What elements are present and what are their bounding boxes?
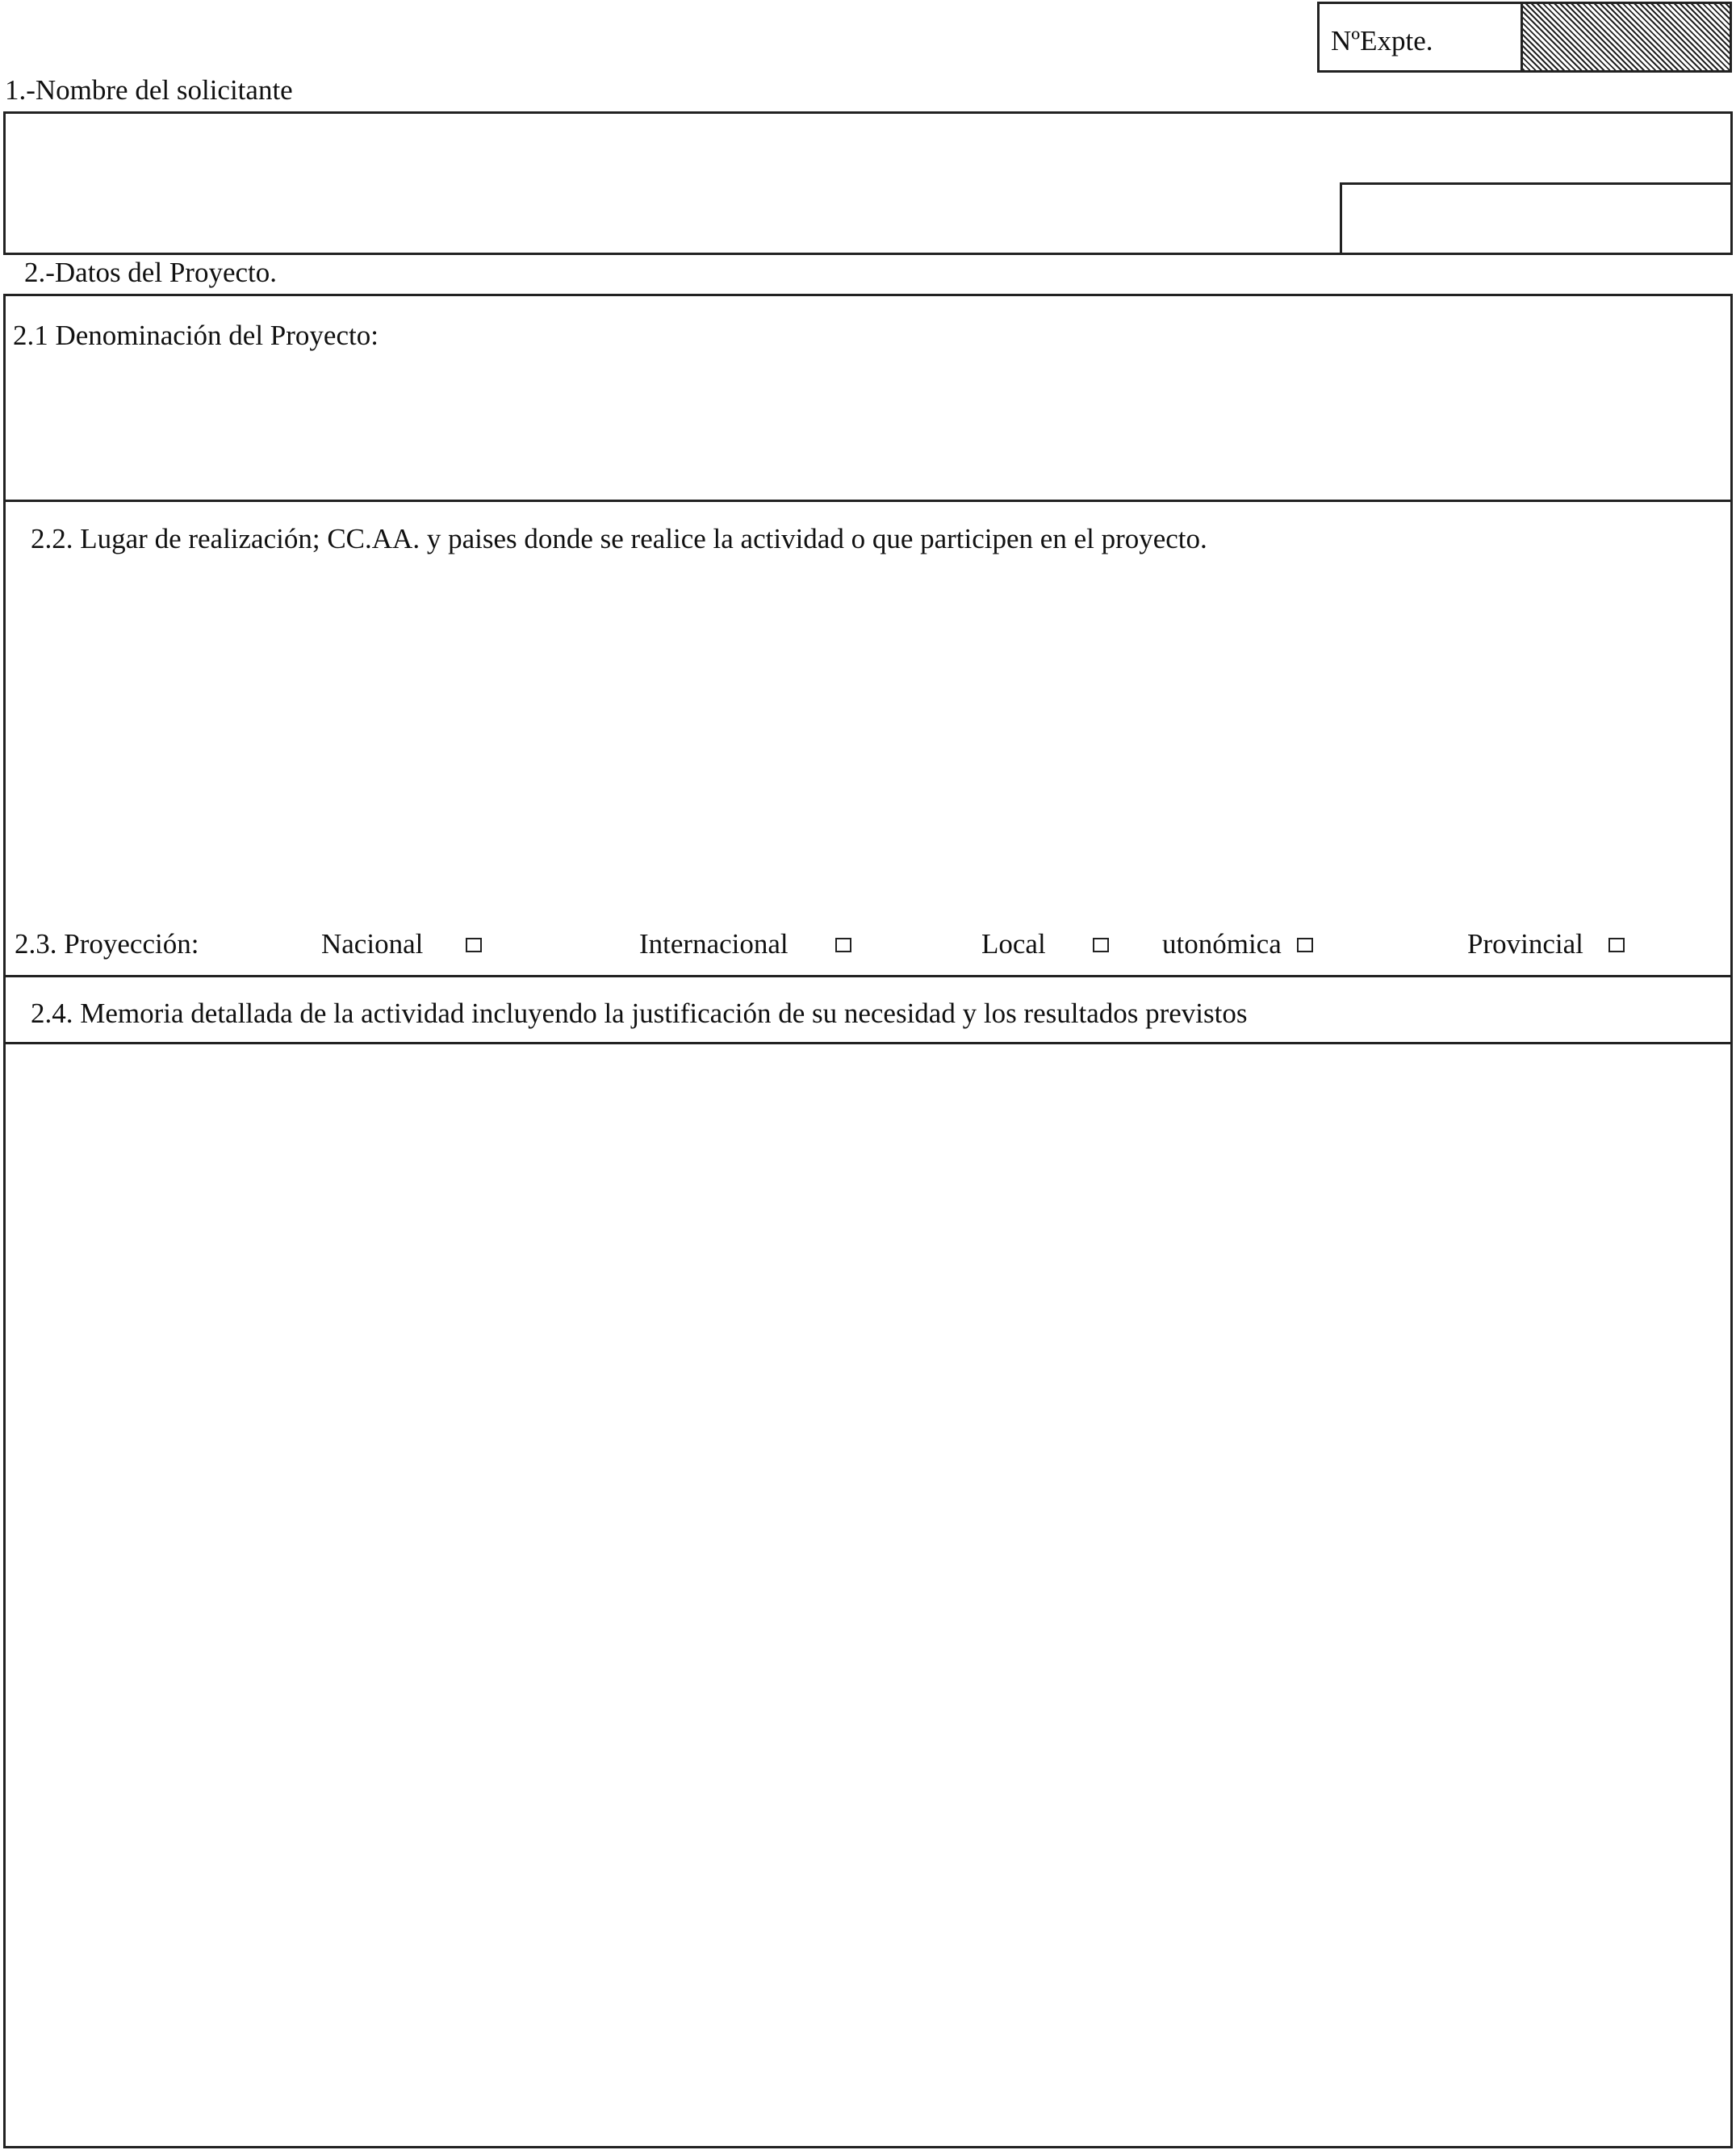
lugar-field[interactable] xyxy=(6,565,1730,920)
option-autonomica[interactable] xyxy=(1162,928,1313,960)
lugar-label: 2.2. Lugar de realización; CC.AA. y paises donde se realice la actividad o que participen en el proyecto. xyxy=(31,523,1207,554)
memoria-label: 2.4. Memoria detallada de la actividad incluyendo la justificación de su necesidad y los resultados previstos xyxy=(31,998,1248,1029)
autonomica-checkbox[interactable] xyxy=(1297,938,1313,952)
divider-2-3 xyxy=(6,975,1730,977)
memoria-field[interactable] xyxy=(6,1043,1730,2145)
divider-2-1 xyxy=(6,500,1730,502)
option-provincial-label: Provincial xyxy=(1467,928,1583,960)
proyeccion-label: 2.3. Proyección: xyxy=(15,928,199,960)
local-checkbox[interactable] xyxy=(1093,938,1109,952)
internacional-checkbox[interactable] xyxy=(835,938,851,952)
option-internacional[interactable] xyxy=(639,928,851,960)
provincial-checkbox[interactable] xyxy=(1608,938,1625,952)
expediente-value-field[interactable] xyxy=(1523,4,1730,70)
datos-proyecto-heading: 2.-Datos del Proyecto. xyxy=(24,257,277,288)
option-internacional-label: Internacional xyxy=(639,928,789,960)
proyeccion-row xyxy=(15,928,1717,964)
option-provincial[interactable] xyxy=(1467,928,1625,960)
option-nacional-label: Nacional xyxy=(321,928,424,960)
denominacion-label: 2.1 Denominación del Proyecto: xyxy=(13,320,379,351)
option-local[interactable] xyxy=(981,928,1109,960)
option-autonomica-label: utonómica xyxy=(1162,928,1282,960)
solicitante-extra-field[interactable] xyxy=(1340,182,1733,255)
expediente-box xyxy=(1317,2,1732,73)
expediente-label: NºExpte. xyxy=(1320,4,1523,70)
denominacion-field[interactable] xyxy=(6,355,1730,496)
solicitante-label: 1.-Nombre del solicitante xyxy=(5,74,293,106)
option-local-label: Local xyxy=(981,928,1046,960)
nacional-checkbox[interactable] xyxy=(466,938,482,952)
option-nacional[interactable] xyxy=(321,928,482,960)
